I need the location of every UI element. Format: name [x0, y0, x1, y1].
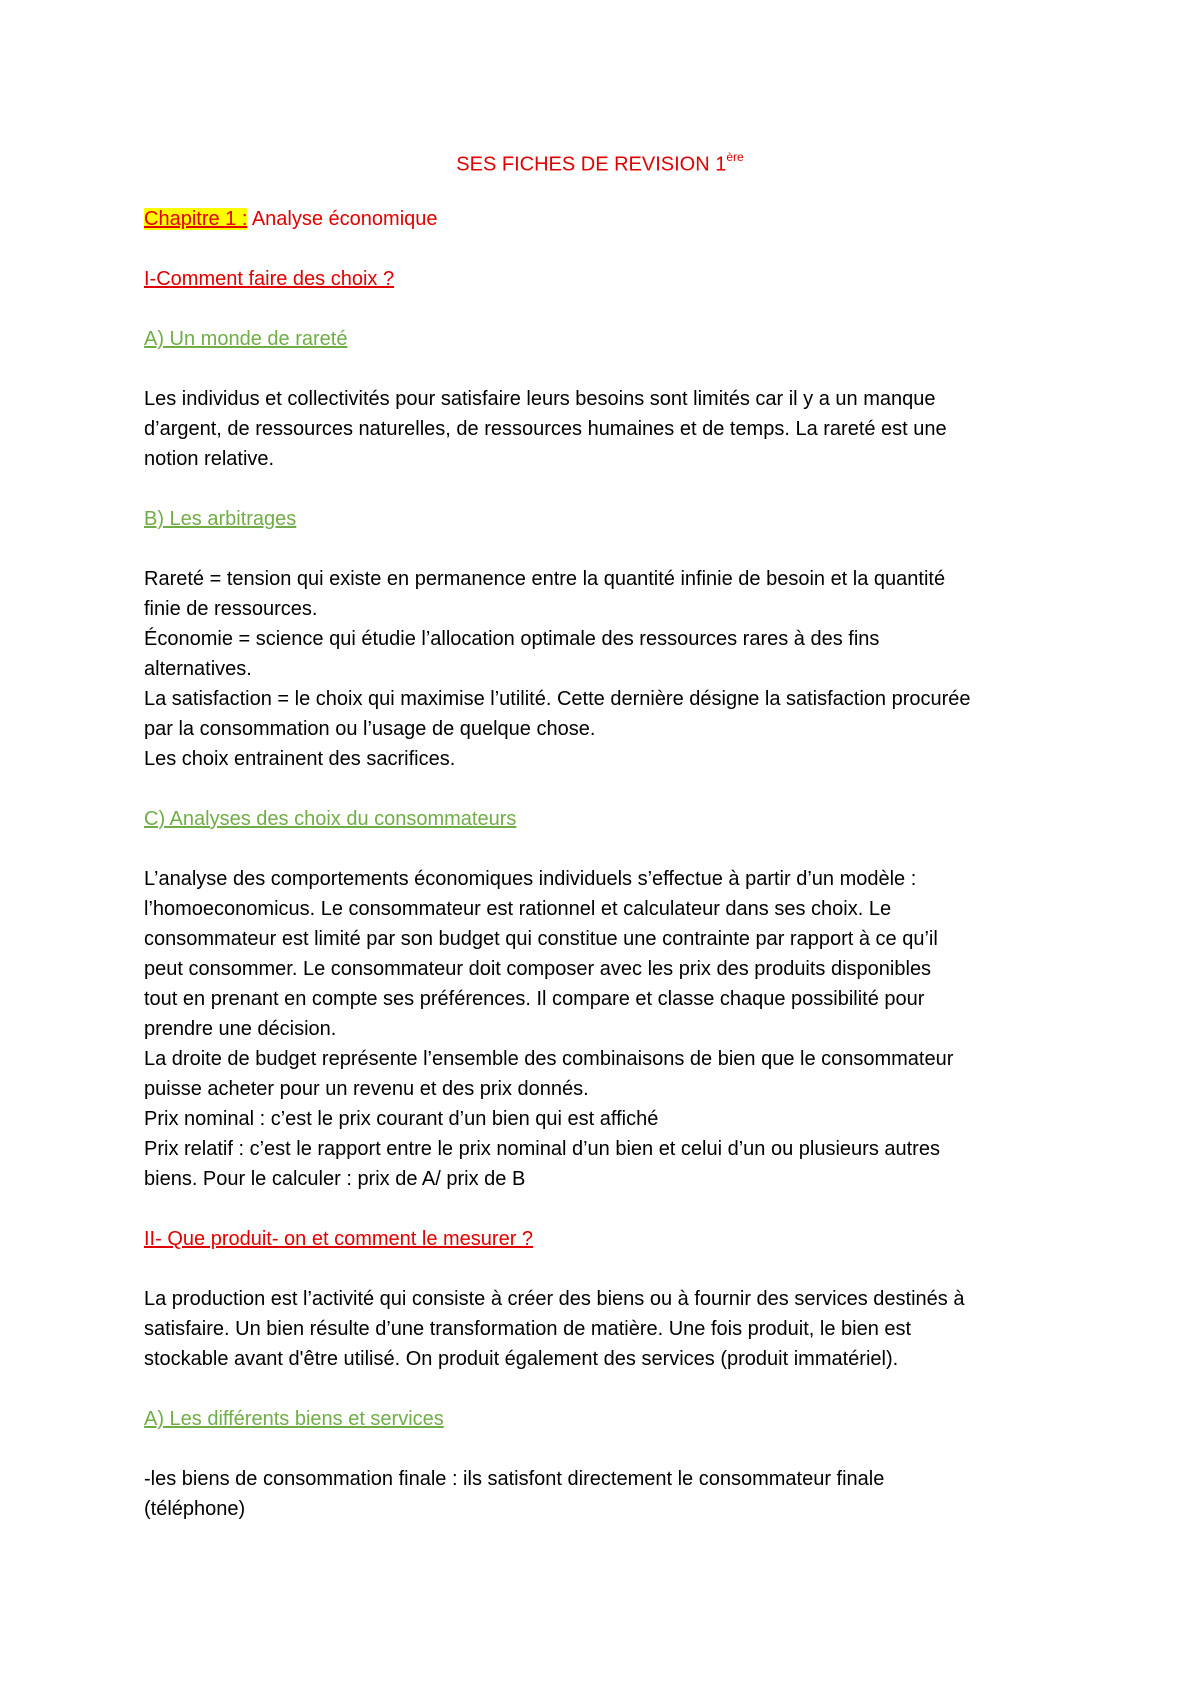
chapter-label: Chapitre 1 :	[144, 208, 248, 230]
paragraph-line: Économie = science qui étudie l’allocation optimale des ressources rares à des fins	[144, 628, 880, 650]
paragraph-line: finie de ressources.	[144, 598, 318, 620]
paragraph-line: stockable avant d'être utilisé. On produit également des services (produit immatériel).	[144, 1348, 899, 1370]
paragraph-line: notion relative.	[144, 448, 275, 470]
section-2a-heading: A) Les différents biens et services	[144, 1408, 444, 1430]
paragraph-line: (téléphone)	[144, 1498, 246, 1520]
section-1a-heading: A) Un monde de rareté	[144, 328, 348, 350]
paragraph-line: Rareté = tension qui existe en permanence entre la quantité infinie de besoin et la quantité	[144, 568, 946, 590]
paragraph-line: tout en prenant en compte ses préférences. Il compare et classe chaque possibilité pour	[144, 988, 925, 1010]
paragraph-line: La droite de budget représente l’ensemble des combinaisons de bien que le consommateur	[144, 1048, 954, 1070]
paragraph-line: Les individus et collectivités pour satisfaire leurs besoins sont limités car il y a un manque	[144, 388, 936, 410]
paragraph-line: biens. Pour le calculer : prix de A/ prix de B	[144, 1168, 526, 1190]
paragraph-line: l’homoeconomicus. Le consommateur est rationnel et calculateur dans ses choix. Le	[144, 898, 892, 920]
section-2-heading: II- Que produit- on et comment le mesurer ?	[144, 1228, 534, 1250]
paragraph-line: La production est l’activité qui consiste à créer des biens ou à fournir des services destinés à	[144, 1288, 965, 1310]
paragraph-line: par la consommation ou l’usage de quelque chose.	[144, 718, 596, 740]
paragraph-line: -les biens de consommation finale : ils satisfont directement le consommateur finale	[144, 1468, 885, 1490]
chapter-title: Analyse économique	[247, 208, 438, 230]
title-superscript: ère	[726, 150, 744, 164]
paragraph-line: prendre une décision.	[144, 1018, 337, 1040]
chapter-heading	[144, 204, 1084, 234]
paragraph-line: Prix relatif : c’est le rapport entre le prix nominal d’un bien et celui d’un ou plusieurs autres	[144, 1138, 940, 1160]
paragraph-line: puisse acheter pour un revenu et des prix donnés.	[144, 1078, 589, 1100]
paragraph-line: alternatives.	[144, 658, 252, 680]
paragraph-line: satisfaire. Un bien résulte d’une transformation de matière. Une fois produit, le bien est	[144, 1318, 912, 1340]
paragraph-line: d’argent, de ressources naturelles, de ressources humaines et de temps. La rareté est une	[144, 418, 947, 440]
title-text: SES FICHES DE REVISION 1	[456, 153, 727, 176]
section-1b-heading: B) Les arbitrages	[144, 508, 297, 530]
paragraph-line: L’analyse des comportements économiques individuels s’effectue à partir d’un modèle :	[144, 868, 917, 890]
paragraph-line: Les choix entrainent des sacrifices.	[144, 748, 456, 770]
paragraph-line: peut consommer. Le consommateur doit composer avec les prix des produits disponibles	[144, 958, 932, 980]
section-1c-heading: C) Analyses des choix du consommateurs	[144, 808, 517, 830]
paragraph-line: consommateur est limité par son budget qui constitue une contrainte par rapport à ce qu’il	[144, 928, 938, 950]
section-1-heading: I-Comment faire des choix ?	[144, 268, 395, 290]
paragraph-line: La satisfaction = le choix qui maximise l’utilité. Cette dernière désigne la satisfaction procurée	[144, 688, 971, 710]
paragraph-line: Prix nominal : c’est le prix courant d’un bien qui est affiché	[144, 1108, 659, 1130]
document-title	[0, 144, 1200, 180]
